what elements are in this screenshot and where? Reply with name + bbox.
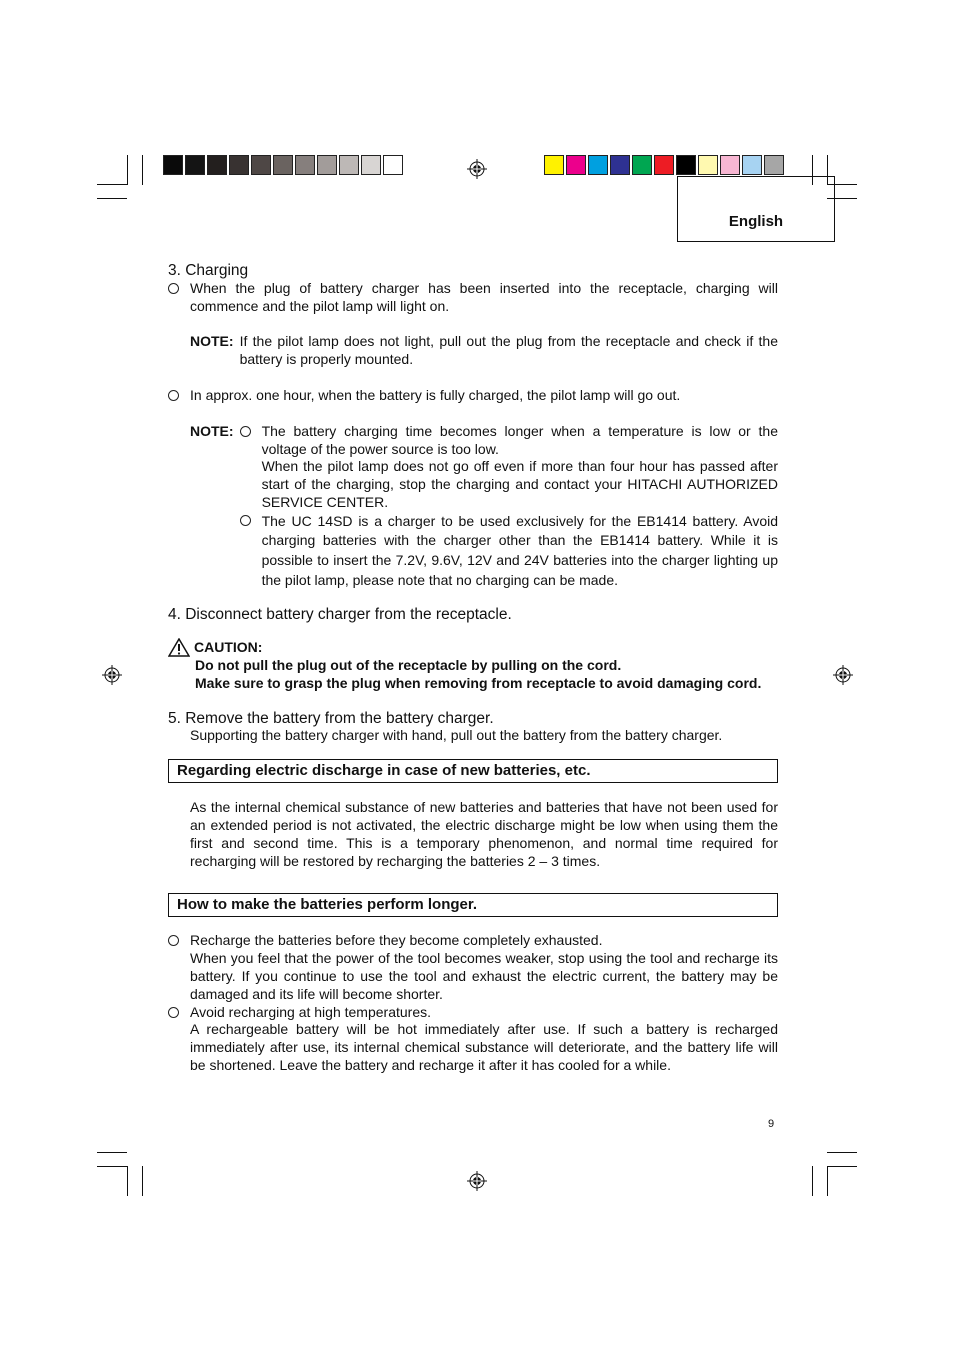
crop-mark: [827, 1166, 857, 1167]
crop-mark: [97, 1166, 127, 1167]
color-swatch: [720, 155, 740, 175]
crop-mark: [827, 1166, 828, 1196]
color-swatch: [676, 155, 696, 175]
registration-mark-icon: [467, 159, 487, 179]
page-number: 9: [768, 1118, 775, 1130]
caution-label: CAUTION:: [194, 638, 263, 655]
color-swatch: [764, 155, 784, 175]
circle-bullet-icon: [168, 1007, 179, 1018]
note-text: The UC 14SD is a charger to be used exclusively for the EB1414 battery. Avoid charging batteries with the charger other than the EB1414 battery. While it is possible to insert the 7.2V, 9.6V, 12V and 24V batteries into the charger lighting up the pilot lamp, please note that no charging can be made.: [261, 512, 778, 588]
caution-text: Make sure to grasp the plug when removing from receptacle to avoid damaging cord.: [195, 674, 762, 691]
note-block: [190, 333, 778, 369]
crop-mark: [812, 1166, 813, 1196]
color-swatch: [544, 155, 564, 175]
color-swatch: [251, 155, 271, 175]
caution-block: [168, 638, 778, 693]
color-swatch: [339, 155, 359, 175]
gray-swatch-strip: [163, 155, 405, 175]
circle-bullet-icon: [168, 390, 179, 401]
list-item: [168, 387, 778, 405]
item-heading: Recharge the batteries before they become completely exhausted.: [190, 932, 603, 949]
color-swatch: [361, 155, 381, 175]
registration-mark-icon: [467, 1171, 487, 1191]
section-title-box: How to make the batteries perform longer.: [168, 893, 778, 917]
color-swatch: [566, 155, 586, 175]
color-swatch: [229, 155, 249, 175]
section-title-box: Regarding electric discharge in case of new batteries, etc.: [168, 759, 778, 783]
caution-text: Do not pull the plug out of the receptacle by pulling on the cord.: [195, 656, 622, 673]
language-tab: [677, 176, 835, 242]
color-swatch: [654, 155, 674, 175]
list-item: [168, 932, 778, 1003]
circle-bullet-icon: [240, 426, 251, 437]
note-item: [240, 423, 778, 512]
paragraph: Supporting the battery charger with hand, pull out the battery from the battery charger.: [190, 727, 723, 744]
section-heading-charging: 3. Charging: [168, 262, 249, 279]
registration-mark-icon: [102, 665, 122, 685]
circle-bullet-icon: [168, 283, 179, 294]
note-block: [190, 423, 778, 590]
note-text: The battery charging time becomes longer when a temperature is low or the voltage of the power source is too low.: [261, 422, 778, 457]
note-label: NOTE:: [190, 333, 234, 350]
color-swatch: [273, 155, 293, 175]
circle-bullet-icon: [168, 935, 179, 946]
paragraph: A rechargeable battery will be hot immediately after use. If such a battery is recharged immediately after use, its internal chemical substance will deteriorate, and the battery life will be shortened. Leave the battery and recharge it after it has cooled for a while.: [190, 1021, 778, 1073]
color-swatch: [207, 155, 227, 175]
crop-mark: [142, 155, 143, 185]
crop-mark: [97, 198, 127, 199]
language-label: English: [728, 213, 784, 230]
color-swatch: [610, 155, 630, 175]
circle-bullet-icon: [240, 515, 251, 526]
warning-triangle-icon: [168, 638, 190, 657]
paragraph: When the plug of battery charger has been inserted into the receptacle, charging will commence and the pilot lamp will light on.: [190, 279, 778, 314]
section-heading-remove: 5. Remove the battery from the battery charger.: [168, 709, 494, 727]
color-swatch: [632, 155, 652, 175]
note-label: NOTE:: [190, 422, 234, 439]
crop-mark: [97, 1152, 127, 1153]
color-swatch: [742, 155, 762, 175]
color-swatch-strip: [544, 155, 786, 175]
note-text: If the pilot lamp does not light, pull out the plug from the receptacle and check if the battery is properly mounted.: [239, 333, 778, 368]
color-swatch: [185, 155, 205, 175]
crop-mark: [97, 184, 127, 185]
color-swatch: [383, 155, 403, 175]
color-swatch: [317, 155, 337, 175]
paragraph: As the internal chemical substance of new batteries and batteries that have not been used for an extended period is not activated, the electric discharge might be low when using them the first and second time. This is a temporary phenomenon, and normal time required for recharging will be restored by recharging the batteries 2 – 3 times.: [190, 799, 778, 869]
page-content: [168, 262, 778, 1075]
paragraph: In approx. one hour, when the battery is fully charged, the pilot lamp will go out.: [190, 386, 681, 403]
crop-mark: [827, 1152, 857, 1153]
crop-mark: [127, 1166, 128, 1196]
paragraph: When you feel that the power of the tool becomes weaker, stop using the tool and recharge its battery. If you continue to use the tool and exhaust the electric current, the battery may be damaged and its life will become shorter.: [190, 950, 778, 1002]
crop-mark: [142, 1166, 143, 1196]
color-swatch: [588, 155, 608, 175]
note-text: When the pilot lamp does not go off even if more than four hour has passed after start of the charging, stop the charging and contact your HITACHI AUTHORIZED SERVICE CENTER.: [261, 458, 778, 510]
list-item: [168, 280, 778, 316]
registration-mark-icon: [833, 665, 853, 685]
list-item: [168, 1004, 778, 1075]
item-heading: Avoid recharging at high temperatures.: [190, 1003, 431, 1020]
note-item: [240, 512, 778, 590]
color-swatch: [163, 155, 183, 175]
color-swatch: [698, 155, 718, 175]
crop-mark: [127, 155, 128, 185]
color-swatch: [295, 155, 315, 175]
section-heading-disconnect: 4. Disconnect battery charger from the receptacle.: [168, 606, 512, 624]
